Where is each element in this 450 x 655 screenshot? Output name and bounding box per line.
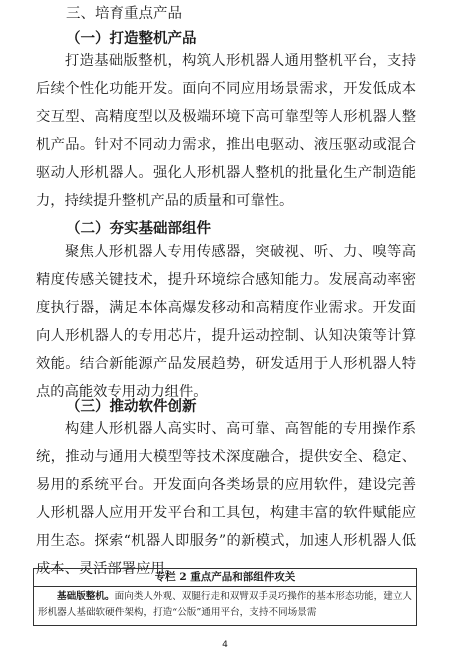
paragraph-1: 打造基础版整机，构筑人形机器人通用整机平台，支持后续个性化功能开发。面向不同应用场景需求，开发低成本交互型、高精度型以及极端环境下高可靠型等人形机器人整机产品。针对不同动力需求，推出电驱动、液压驱动或混合驱动人形机器人。强化人形机器人整机的批量化生产制造能力，持续提升整机产品的质量和可靠性。 bbox=[36, 53, 416, 209]
subsection-title-1: （一）打造整机产品 bbox=[66, 30, 197, 47]
page-number: 4 bbox=[222, 640, 228, 650]
column-box bbox=[33, 568, 417, 626]
section-heading: 三、培育重点产品 bbox=[66, 6, 182, 22]
column-box-body bbox=[34, 587, 416, 621]
subsection-title-3: （三）推动软件创新 bbox=[66, 398, 197, 415]
column-box-title: 专栏 2 重点产品和部组件攻关 bbox=[34, 569, 416, 587]
subsection-title-2: （二）夯实基础部组件 bbox=[66, 220, 211, 237]
column-box-text: 面向类人外观、双腿行走和双臂双手灵巧操作的基本形态功能，建立人形机器人基础软硬件架构，打造“公版”通用平台，支持不同场景需 bbox=[38, 591, 413, 618]
paragraph-2: 聚焦人形机器人专用传感器，突破视、听、力、嗅等高精度传感关键技术，提升环境综合感知能力。发展高动率密度执行器，满足本体高爆发移动和高精度作业需求。开发面向人形机器人的专用芯片，提升运动控制、认知决策等计算效能。结合新能源产品发展趋势，研发适用于人形机器人特点的高能效专用动力组件。 bbox=[36, 244, 416, 400]
paragraph-3: 构建人形机器人高实时、高可靠、高智能的专用操作系统，推动与通用大模型等技术深度融合，提供安全、稳定、易用的系统平台。开发面向各类场景的应用软件，建设完善人形机器人应用开发平台和工具包，构建丰富的软件赋能应用生态。探索“机器人即服务”的新模式，加速人形机器人低成本、灵活部署应用。 bbox=[36, 421, 416, 577]
column-box-lead: 基础版整机。 bbox=[57, 591, 115, 602]
